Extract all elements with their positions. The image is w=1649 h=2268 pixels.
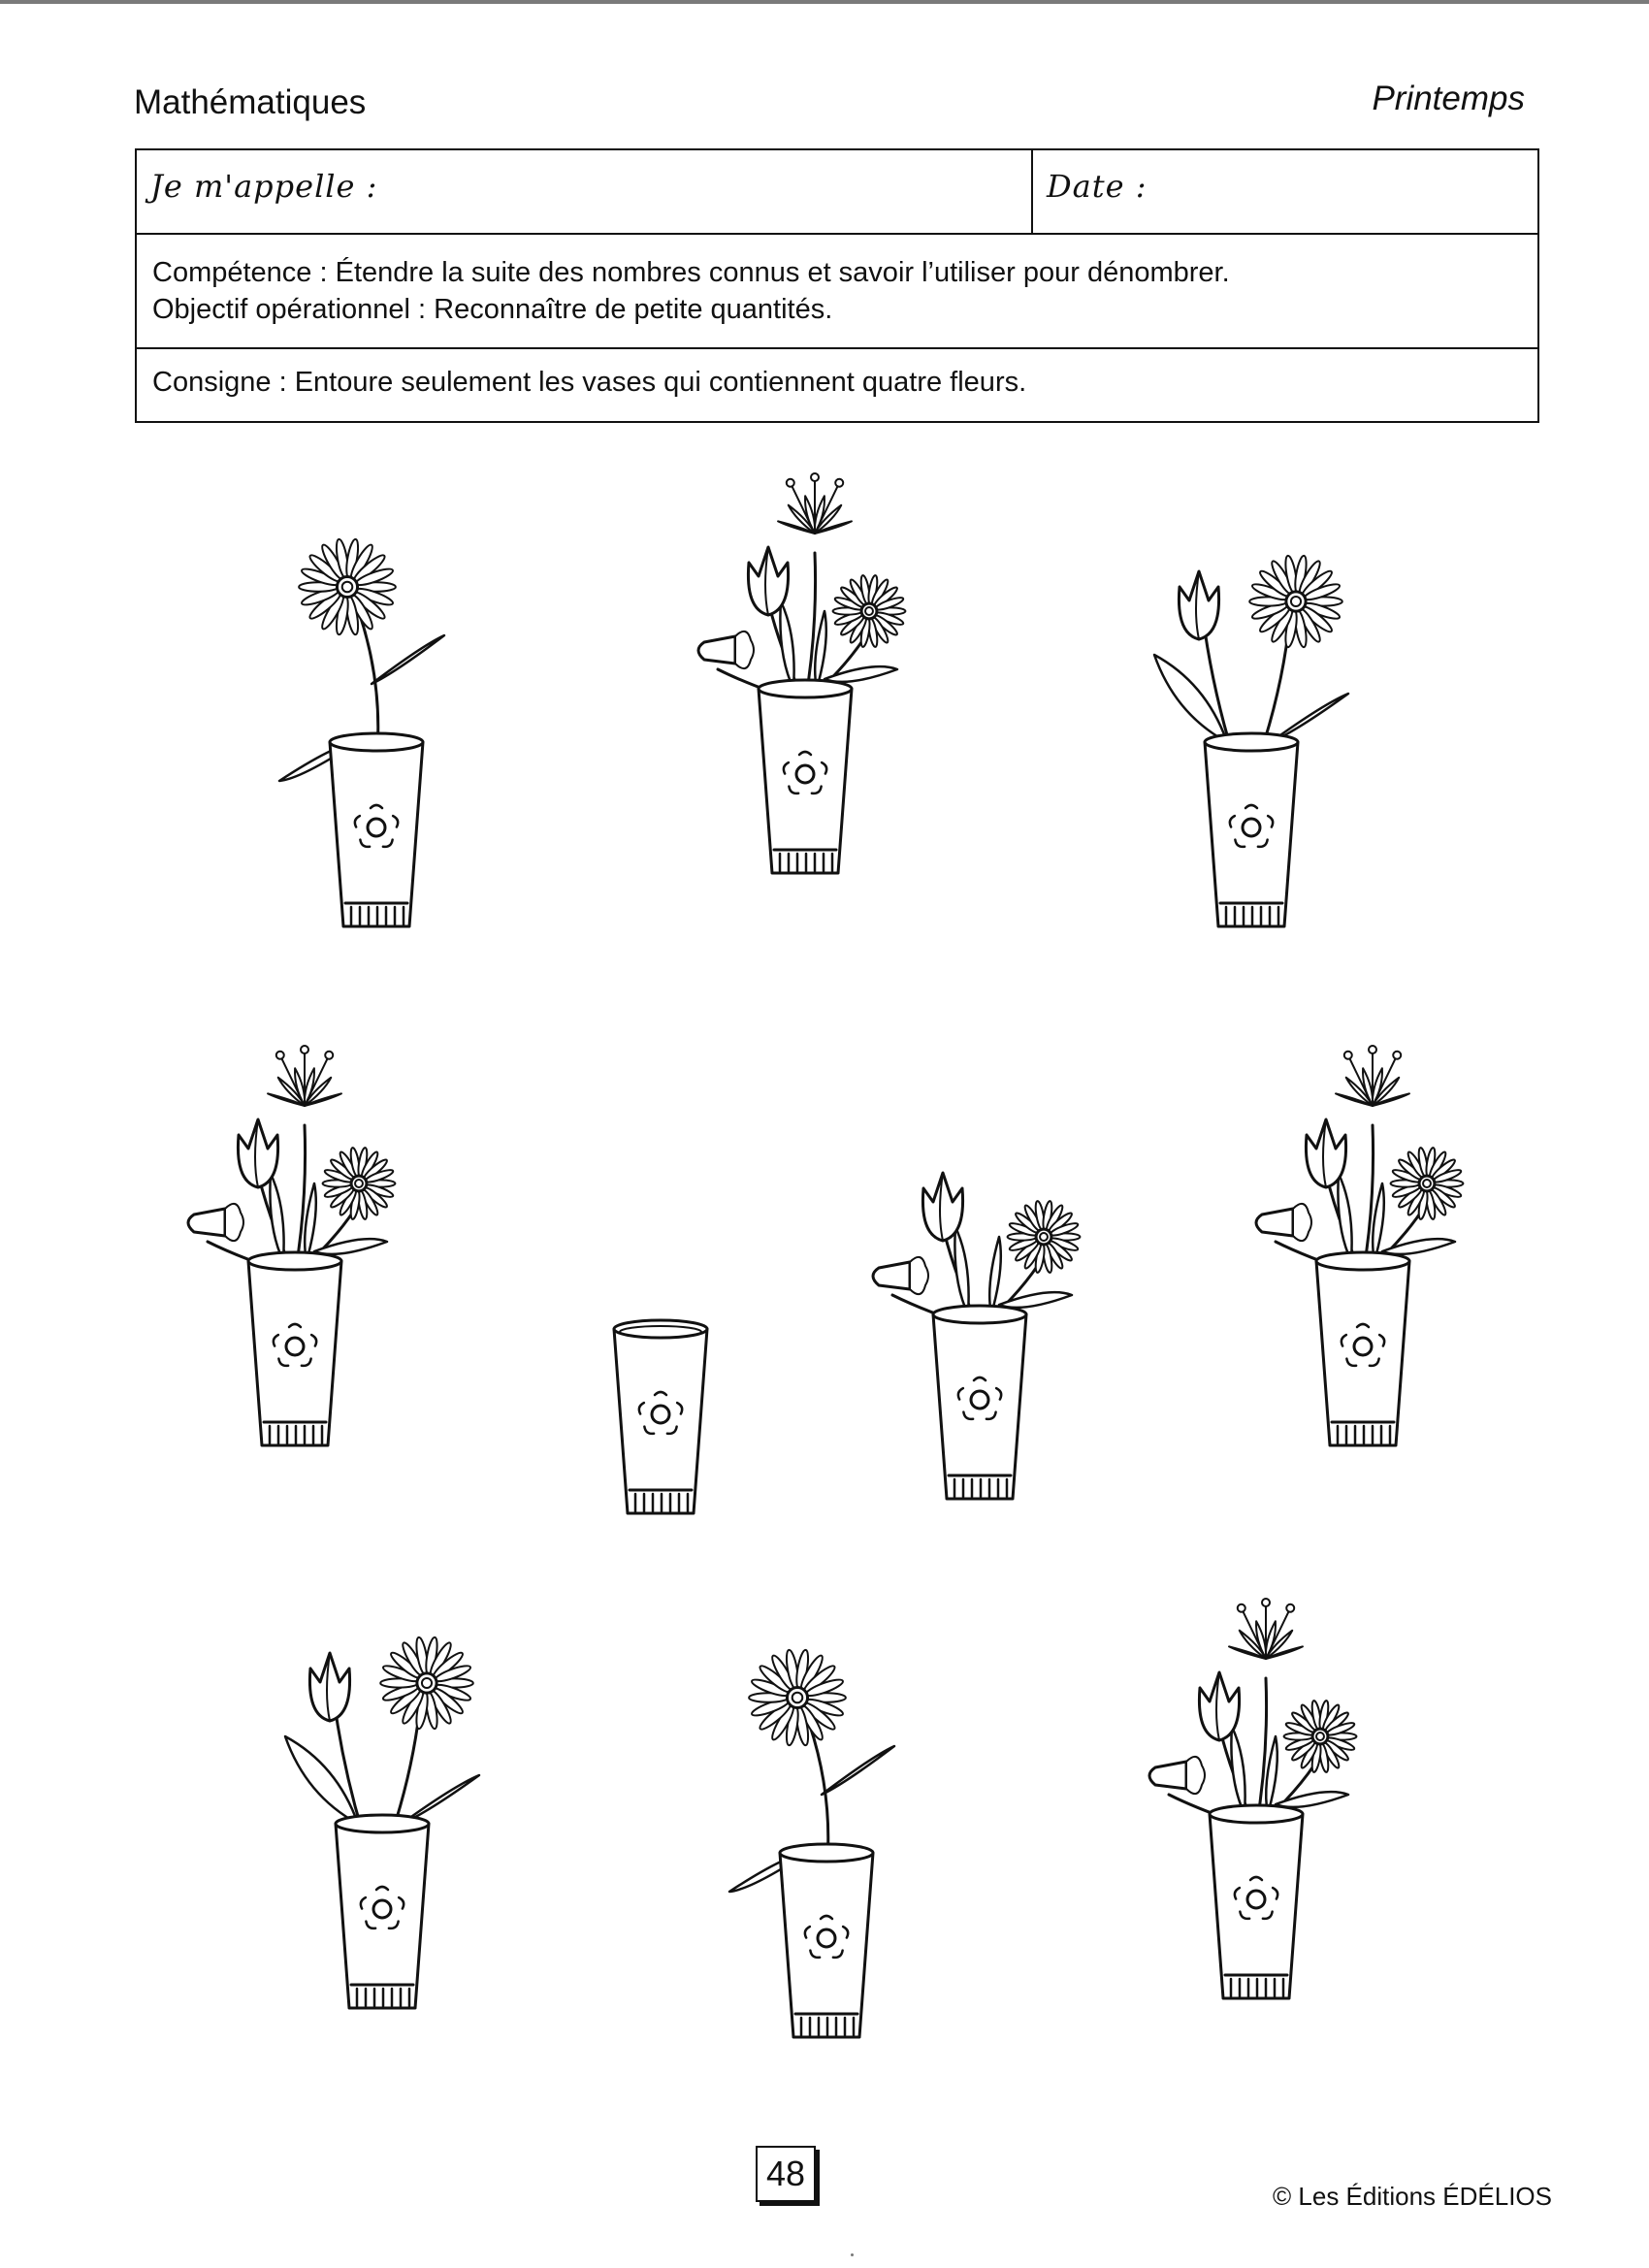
- theme-title: Printemps: [1372, 80, 1525, 117]
- competence-row: [137, 235, 1537, 349]
- vase-9[interactable]: [700, 1630, 953, 2076]
- vase-10[interactable]: [1130, 1591, 1382, 2037]
- vase-1[interactable]: [250, 519, 502, 965]
- subject-title: Mathématiques: [134, 83, 367, 121]
- vase-4[interactable]: [169, 1038, 421, 1484]
- copyright: © Les Éditions ÉDÉLIOS: [1273, 2182, 1552, 2211]
- date-field[interactable]: [1033, 150, 1537, 233]
- instruction-text: Consigne : Entoure seulement les vases qui contiennent quatre fleurs.: [152, 367, 1027, 398]
- top-border-line: [0, 0, 1649, 4]
- vase-2[interactable]: [679, 466, 931, 912]
- instruction-row: [137, 349, 1537, 423]
- competence-text: Compétence : Étendre la suite des nombres connus et savoir l’utiliser pour dénombrer.: [152, 257, 1230, 288]
- vase-5[interactable]: [534, 1106, 787, 1552]
- vase-8[interactable]: [256, 1601, 508, 2047]
- date-label: Date :: [1047, 168, 1148, 205]
- name-field[interactable]: [137, 150, 1033, 233]
- vase-6[interactable]: [854, 1091, 1106, 1538]
- name-label: Je m'appelle :: [150, 168, 378, 205]
- worksheet-header-table: [135, 148, 1539, 423]
- page-number: 48: [756, 2146, 816, 2202]
- scan-dot: [851, 2253, 854, 2256]
- objective-text: Objectif opérationnel : Reconnaître de petite quantités.: [152, 294, 833, 325]
- identity-row: [137, 150, 1537, 235]
- vase-7[interactable]: [1237, 1038, 1489, 1484]
- vase-3[interactable]: [1125, 519, 1377, 965]
